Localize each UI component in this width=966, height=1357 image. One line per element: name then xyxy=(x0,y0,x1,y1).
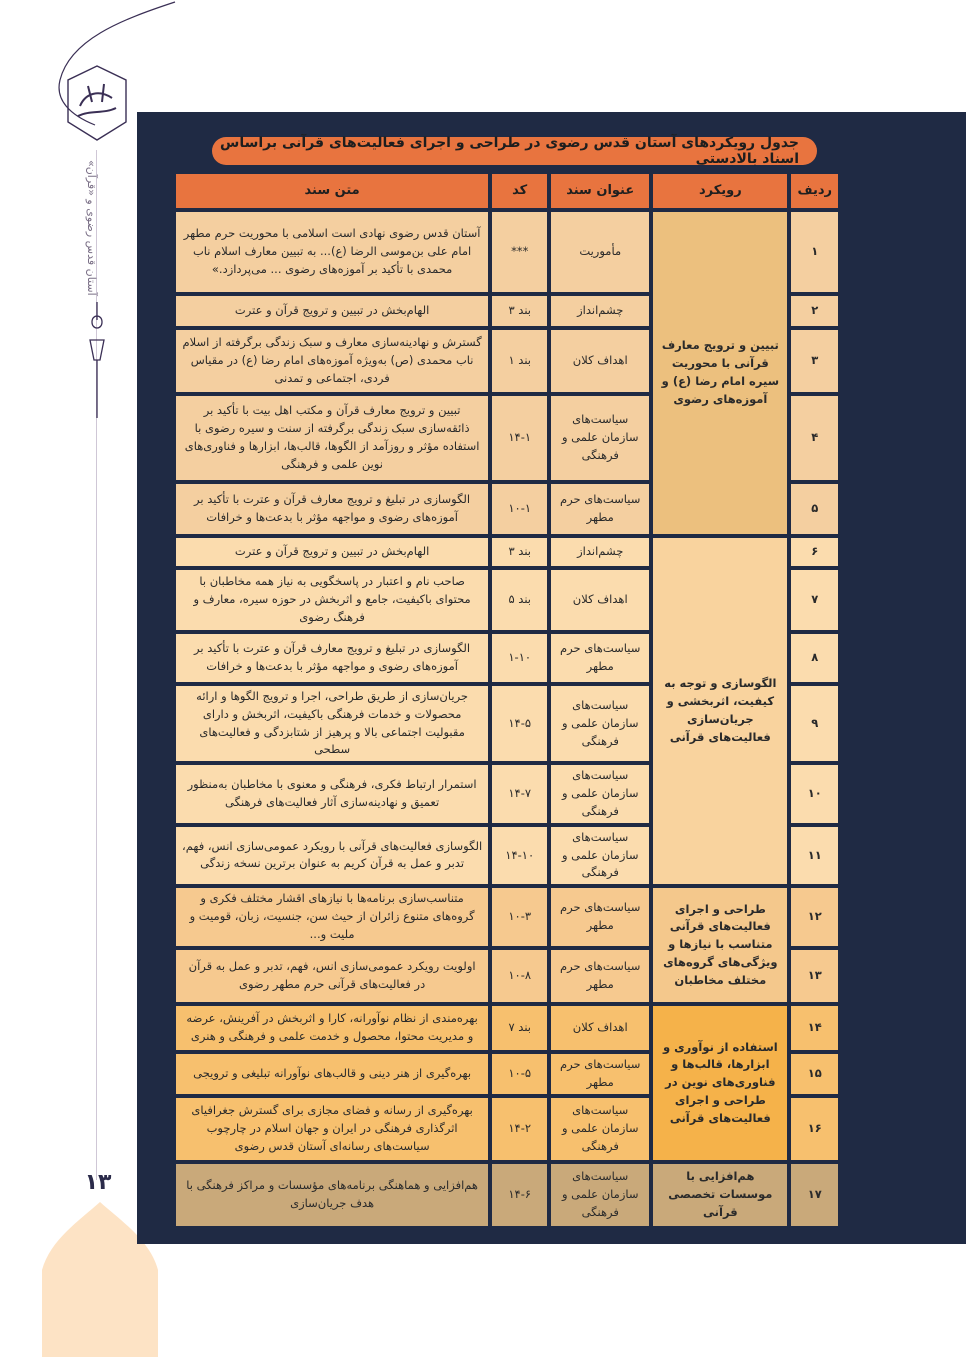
column-header: عنوان سند xyxy=(551,174,649,208)
doc-title: مأموریت xyxy=(551,212,649,292)
doc-code: *** xyxy=(492,212,547,292)
doc-text: الهام‌بخش در تبیین و ترویج قرآن و عترت xyxy=(176,538,488,566)
doc-code: ۱۰-۱ xyxy=(492,484,547,534)
doc-title: چشم‌انداز xyxy=(551,538,649,566)
table-row xyxy=(176,538,838,566)
doc-title: سیاست‌های سازمان علمی و فرهنگی xyxy=(551,827,649,884)
doc-text: صاحب نام و اعتبار در پاسخگویی به نیاز همه مخاطبان با محتوای باکیفیت، جامع و اثربخش در حوزه سیره، معارف و فرهنگ رضوی xyxy=(176,570,488,630)
row-number: ۱۳ xyxy=(791,950,838,1002)
doc-title: سیاست‌های سازمان علمی و فرهنگی xyxy=(551,1164,649,1226)
column-header: رویکرد xyxy=(653,174,787,208)
doc-title: سیاست‌های حرم مطهر xyxy=(551,1054,649,1094)
row-number: ۳ xyxy=(791,330,838,392)
doc-title: سیاست‌های سازمان علمی و فرهنگی xyxy=(551,396,649,480)
doc-title: سیاست‌های حرم مطهر xyxy=(551,634,649,682)
doc-code: ۱۴-۶ xyxy=(492,1164,547,1226)
doc-text: الگوسازی در تبلیغ و ترویج معارف قرآن و عترت با تأکید بر آموزه‌های رضوی و مواجهه مؤثر با بدعت‌ها و خرافات xyxy=(176,484,488,534)
doc-text: اولویت رویکرد عمومی‌سازی انس، فهم، تدبر و عمل به قرآن در فعالیت‌های قرآنی حرم مطهر رضوی xyxy=(176,950,488,1002)
doc-code: ۱۴-۷ xyxy=(492,765,547,822)
doc-text: آستان قدس رضوی نهادی است اسلامی با محوریت حرم مطهر امام علی بن‌موسی الرضا (ع)... به تبیین معارف اسلام ناب محمدی با تأکید بر آموزه‌های رضوی ... می‌پردازد.» xyxy=(176,212,488,292)
doc-title: سیاست‌های سازمان علمی و فرهنگی xyxy=(551,686,649,761)
doc-text: جریان‌سازی از طریق طراحی، اجرا و ترویج الگوها و ارائه محصولات و خدمات فرهنگی باکیفیت، اثربخش و دارای مقبولیت اجتماعی بالا و پرهیز از شتابزدگی و فعالیت‌های سطحی xyxy=(176,686,488,761)
doc-text: هم‌افزایی و هماهنگی برنامه‌های مؤسسات و مراکز فرهنگی با هدف جریان‌سازی xyxy=(176,1164,488,1226)
approach-cell: هم‌افزایی با موسسات تخصصی قرآنی xyxy=(653,1164,787,1226)
row-number: ۵ xyxy=(791,484,838,534)
doc-text: گسترش و نهادینه‌سازی معارف و سبک زندگی برگرفته از اسلام ناب محمدی (ص) به‌ویژه آموزه‌های امام رضا (ع) در مقیاس فردی، اجتماعی و تمدنی xyxy=(176,330,488,392)
doc-code: ۱۰-۵ xyxy=(492,1054,547,1094)
approach-cell: طراحی و اجرای فعالیت‌های قرآنی متناسب با نیازها و ویژگی‌های گروه‌های مختلف مخاطبان xyxy=(653,888,787,1002)
doc-text: بهره‌مندی از نظام نوآورانه، کارا و اثربخش در آفرینش، عرضه و مدیریت محتوا، محصول و خدمت علمی و فرهنگی و هنری xyxy=(176,1006,488,1050)
ornament-finial-icon xyxy=(84,300,110,420)
row-number: ۱۰ xyxy=(791,765,838,822)
column-header: ردیف xyxy=(791,174,838,208)
row-number: ۴ xyxy=(791,396,838,480)
doc-code: ۱۴-۵ xyxy=(492,686,547,761)
row-number: ۱۶ xyxy=(791,1098,838,1160)
doc-code: ۱۰-۸ xyxy=(492,950,547,1002)
doc-text: الگوسازی فعالیت‌های قرآنی با رویکرد عمومی‌سازی انس، فهم، تدبر و عمل به قرآن کریم به عنوان برترین نسخه زندگی xyxy=(176,827,488,884)
approaches-table xyxy=(172,170,842,1230)
doc-code: ۱۴-۱۰ xyxy=(492,827,547,884)
row-number: ۱۵ xyxy=(791,1054,838,1094)
column-header: متن سند xyxy=(176,174,488,208)
page-number: ۱۳ xyxy=(84,1170,112,1195)
doc-code: ۱۰-۳ xyxy=(492,888,547,946)
doc-code: بند ۵ xyxy=(492,570,547,630)
doc-title: سیاست‌های حرم مطهر xyxy=(551,888,649,946)
doc-text: تبیین و ترویج معارف قرآن و مکتب اهل بیت با تأکید بر ذائقه‌سازی سبک زندگی برگرفته از سنت و سیره رضوی با استفاده مؤثر و روزآمد از الگوها، قالب‌ها، ابزارها و فناوری‌های نوین علمی و فرهنگی xyxy=(176,396,488,480)
doc-title: اهداف کلان xyxy=(551,1006,649,1050)
doc-code: بند ۷ xyxy=(492,1006,547,1050)
doc-title: سیاست‌های حرم مطهر xyxy=(551,950,649,1002)
row-number: ۱۷ xyxy=(791,1164,838,1226)
doc-code: بند ۱ xyxy=(492,330,547,392)
doc-text: الگوسازی در تبلیغ و ترویج معارف قرآن و عترت با تأکید بر آموزه‌های رضوی و مواجهه مؤثر با بدعت‌ها و خرافات xyxy=(176,634,488,682)
column-header: کد xyxy=(492,174,547,208)
row-number: ۷ xyxy=(791,570,838,630)
doc-code: ۱۴-۲ xyxy=(492,1098,547,1160)
row-number: ۹ xyxy=(791,686,838,761)
approach-cell: تبیین و ترویج معارف قرآنی با محوریت سیره امام رضا (ع) و آموزه‌های رضوی xyxy=(653,212,787,534)
row-number: ۱۴ xyxy=(791,1006,838,1050)
doc-code: ۱۴-۱ xyxy=(492,396,547,480)
table-row xyxy=(176,888,838,946)
table-row xyxy=(176,1006,838,1050)
doc-text: متناسب‌سازی برنامه‌ها با نیازهای اقشار مختلف فکری و گروه‌های متنوع زائران از حیث سن، جنسیت، زبان، قومیت و ملیت و... xyxy=(176,888,488,946)
doc-title: اهداف کلان xyxy=(551,330,649,392)
doc-code: بند ۳ xyxy=(492,296,547,326)
running-title: آستان قدس رضوی و «قرآن» xyxy=(85,160,98,296)
row-number: ۱ xyxy=(791,212,838,292)
row-number: ۱۱ xyxy=(791,827,838,884)
doc-title: سیاست‌های سازمان علمی و فرهنگی xyxy=(551,765,649,822)
doc-title: سیاست‌های حرم مطهر xyxy=(551,484,649,534)
doc-text: الهام‌بخش در تبیین و ترویج قرآن و عترت xyxy=(176,296,488,326)
doc-title: سیاست‌های سازمان علمی و فرهنگی xyxy=(551,1098,649,1160)
row-number: ۸ xyxy=(791,634,838,682)
row-number: ۱۲ xyxy=(791,888,838,946)
table-row xyxy=(176,1164,838,1226)
table-title: جدول رویکردهای آستان قدس رضوی در طراحی و اجرای فعالیت‌های قرآنی براساس اسناد بالادستی xyxy=(212,137,817,165)
doc-title: چشم‌انداز xyxy=(551,296,649,326)
row-number: ۶ xyxy=(791,538,838,566)
table-row xyxy=(176,212,838,292)
doc-text: بهره‌گیری از هنر دینی و قالب‌های نوآورانه تبلیغی و ترویجی xyxy=(176,1054,488,1094)
doc-code: ۱-۱۰ xyxy=(492,634,547,682)
doc-text: بهره‌گیری از رسانه و فضای مجازی برای گسترش جغرافیای اثرگذاری فرهنگی در ایران و جهان اسلام در چارچوب سیاست‌های رسانه‌ای آستان قدس رضوی xyxy=(176,1098,488,1160)
row-number: ۲ xyxy=(791,296,838,326)
doc-title: اهداف کلان xyxy=(551,570,649,630)
calligraphy-logo-icon xyxy=(56,62,138,144)
approach-cell: الگوسازی و توجه به کیفیت، اثربخشی و جریان‌سازی فعالیت‌های قرآنی xyxy=(653,538,787,884)
doc-code: بند ۳ xyxy=(492,538,547,566)
doc-text: استمرار ارتباط فکری، فرهنگی و معنوی با مخاطبان به‌منظور تعمیق و نهادینه‌سازی آثار فعالیت‌های فرهنگی xyxy=(176,765,488,822)
approach-cell: استفاده از نوآوری و ابزارها، قالب‌ها و فناوری‌های نوین در طراحی و اجرای فعالیت‌های قرآنی xyxy=(653,1006,787,1160)
table-header-row xyxy=(176,174,838,208)
